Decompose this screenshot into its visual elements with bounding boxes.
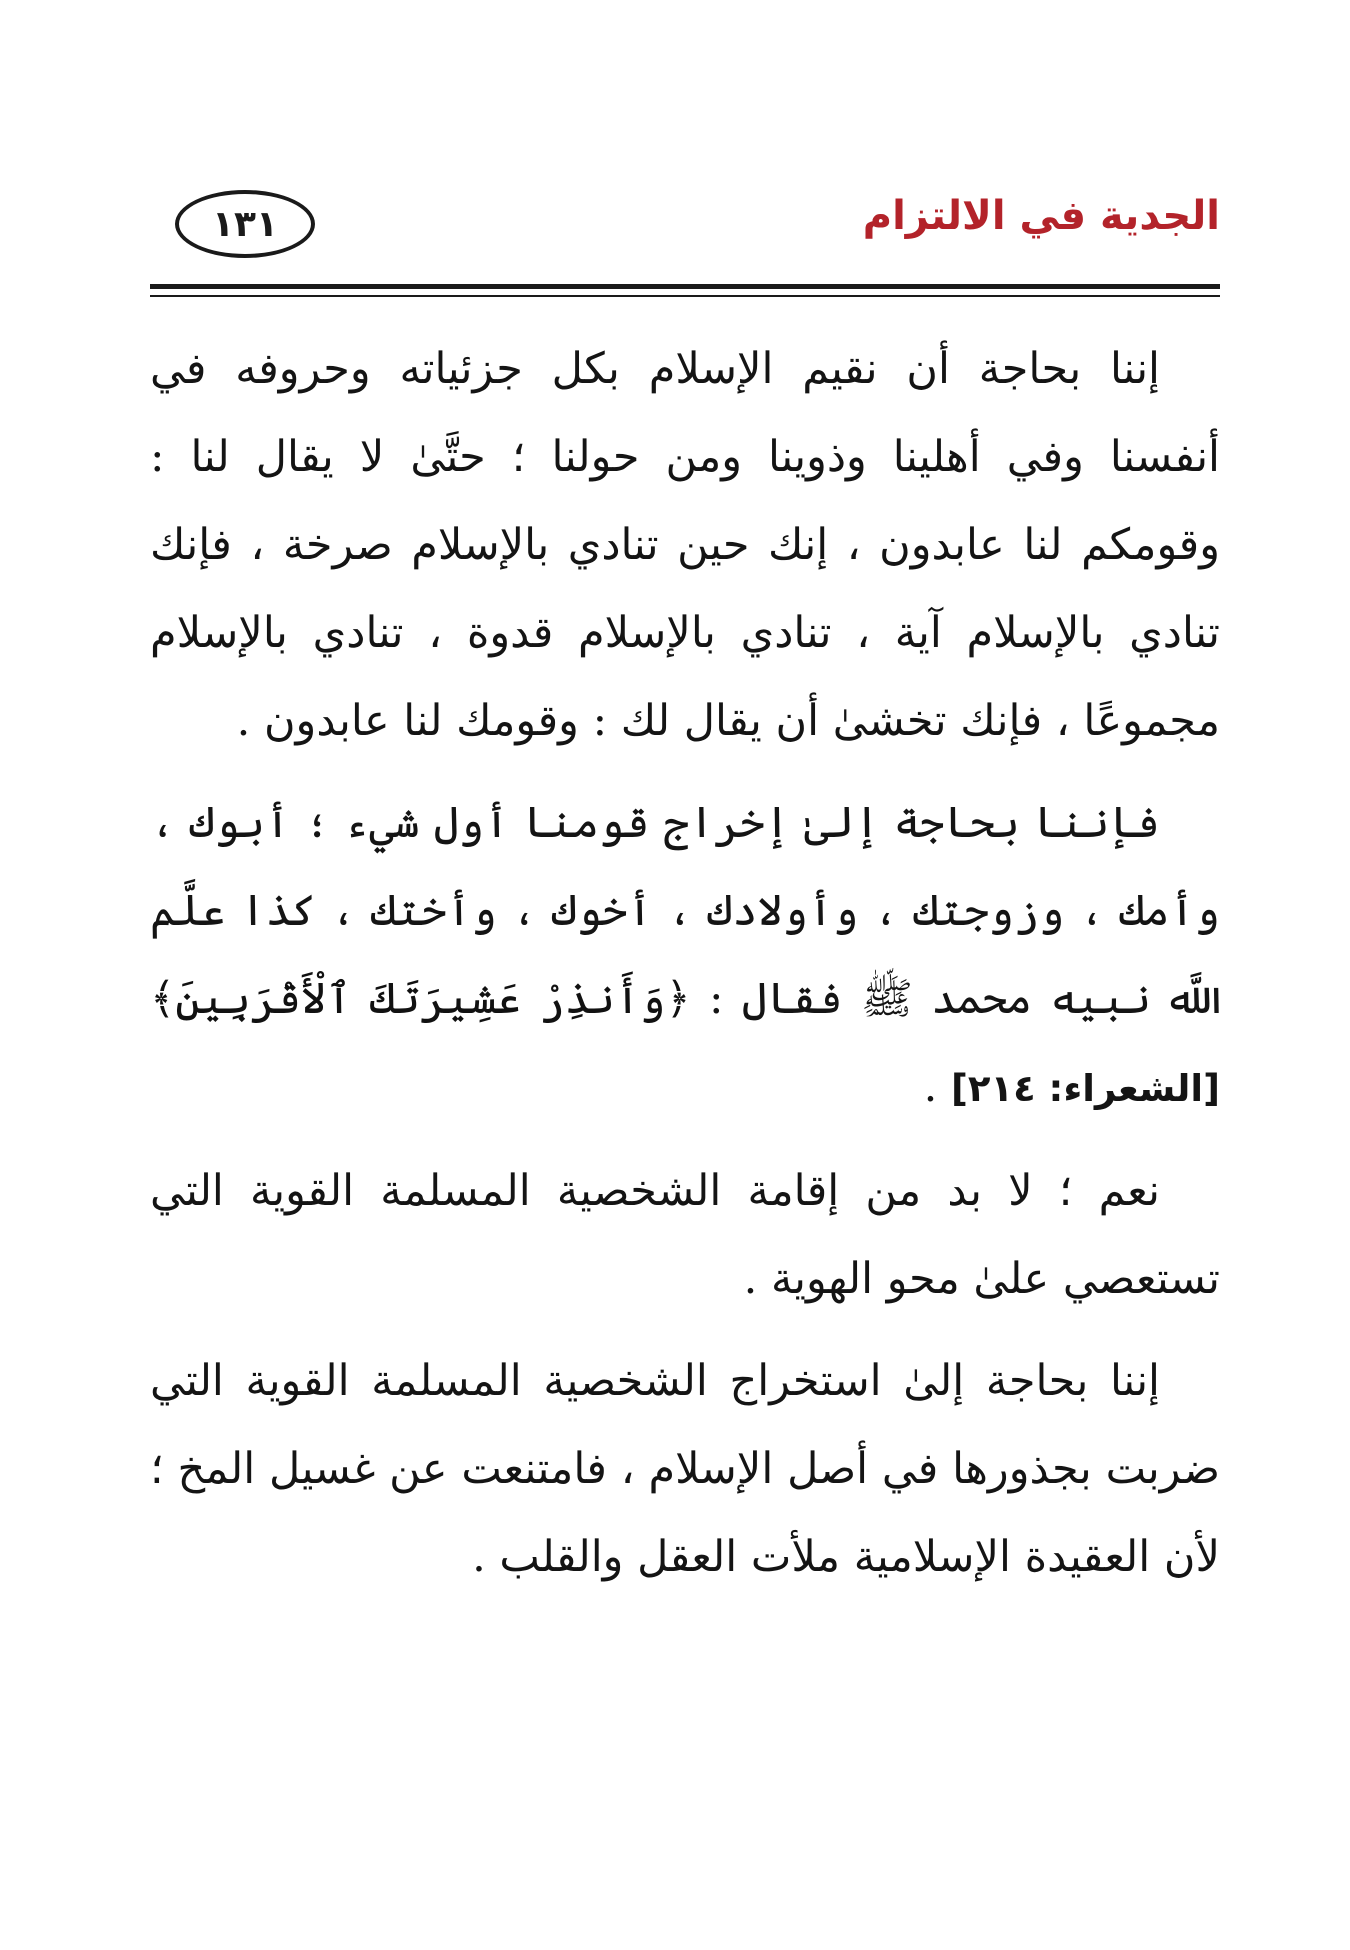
quran-verse: ﴿وَأَنذِرْ عَشِيرَتَكَ ٱلْأَقْرَبِينَ﴾ <box>150 974 691 1024</box>
verse-reference: [الشعراء: ٢١٤] <box>951 1067 1220 1110</box>
header-rule-thick <box>150 284 1220 289</box>
paragraph-1: إننا بحاجة أن نقيم الإسلام بكل جزئياته وحروفه في أنفسنا وفي أهلينا وذوينا ومن حولنا ؛ حتَّىٰ لا يقال لنا : وقومكم لنا عابدون ، إنك حين تنادي بالإسلام صرخة ، فإنك تنادي بالإسلام آية ، تنادي بالإسلام قدوة ، تنادي بالإسلام مجموعًا ، فإنك تخشىٰ أن يقال لك : وقومك لنا عابدون . <box>150 344 1220 746</box>
page-body <box>150 325 1220 1615</box>
header-rule-thin <box>150 295 1220 297</box>
paragraph-4: إننا بحاجة إلىٰ استخراج الشخصية المسلمة القوية التي ضربت بجذورها في أصل الإسلام ، فامتنعت عن غسيل المخ ؛ لأن العقيدة الإسلامية ملأت العقل والقلب . <box>150 1356 1220 1582</box>
paragraph-2 <box>150 779 1220 1133</box>
paragraph-2-text: فإننا بحاجة إلىٰ إخراج قومنا أول شيء ؛ أبوك ، وأمك ، وزوجتك ، وأولادك ، أخوك ، وأختك ، كذا علَّم اللَّه نبيه محمد ﷺ فقال : <box>150 798 1220 1024</box>
page-number: ١٣١ <box>175 190 315 258</box>
paragraph-2-end: . <box>923 1062 951 1112</box>
page-header <box>150 185 1220 275</box>
paragraph-3: نعم ؛ لا بد من إقامة الشخصية المسلمة القوية التي تستعصي علىٰ محو الهوية . <box>150 1166 1220 1304</box>
running-title: الجدية في الالتزام <box>862 193 1220 239</box>
